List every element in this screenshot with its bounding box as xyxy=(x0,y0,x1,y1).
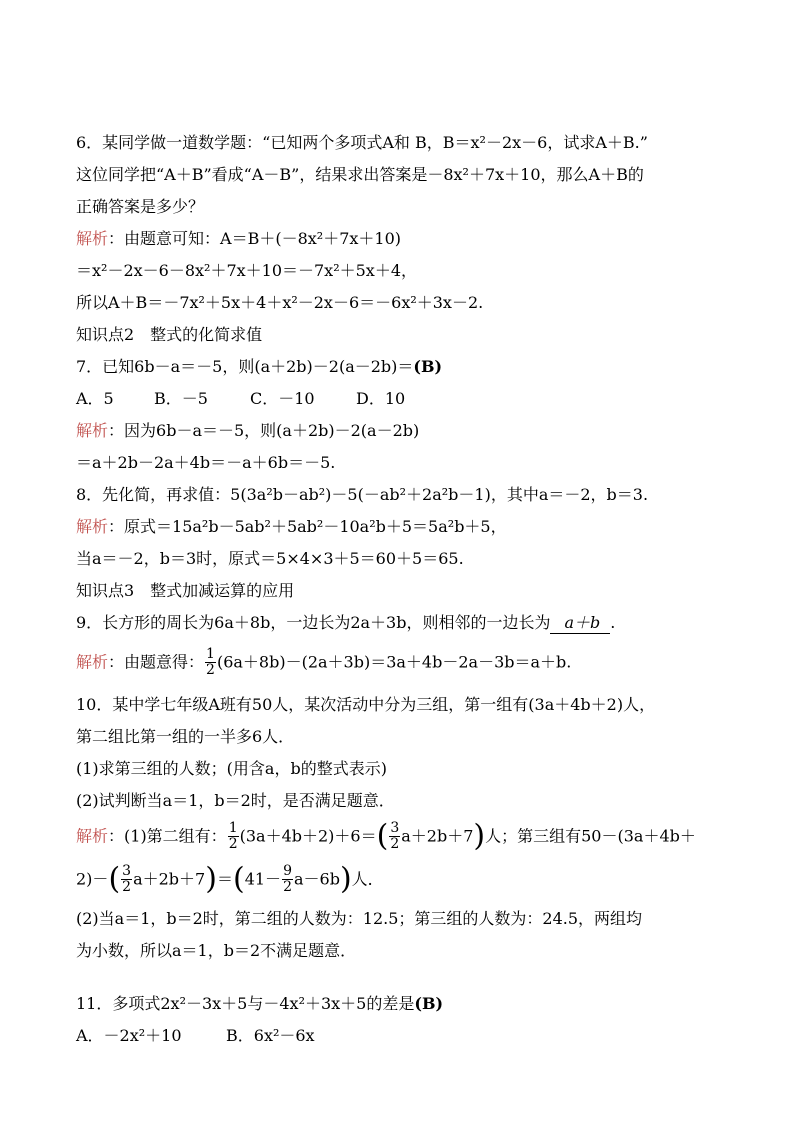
q10-analysis-text: ：(1)第二组有： xyxy=(108,826,227,846)
fraction-three-halves: $\frac{3}{2}$ xyxy=(122,863,132,895)
q9-stem-text: 9．长方形的周长为6a＋8b，一边长为2a＋3b，则相邻的一边长为 xyxy=(76,613,551,632)
q10-analysis-text: a＋2b＋7 xyxy=(401,826,474,846)
q11-stem-text: 11．多项式2x²－3x＋5与－4x²＋3x＋5的差是 xyxy=(76,994,415,1013)
section-heading-2: 知识点2 整式的化简求值 xyxy=(76,325,263,344)
q7-answer: (B) xyxy=(413,357,443,376)
fraction-one-half: $\frac{1}{2}$ xyxy=(206,646,215,678)
q10-analysis-text: (3a＋4b＋2)＋6＝ xyxy=(239,826,377,846)
q8-analysis-line-2: 当a＝－2，b＝3时，原式＝5×4×3＋5＝60＋5＝65. xyxy=(76,549,464,568)
q6-stem-line-1: 6．某同学做一道数学题：“已知两个多项式A和 B，B＝x²－2x－6，试求A＋B.” xyxy=(76,133,648,152)
q7-option-d: D．10 xyxy=(356,389,406,408)
q8-analysis-line-1 xyxy=(76,517,734,537)
q7-analysis-line-2: ＝a＋2b－2a＋4b＝－a＋6b＝－5. xyxy=(76,453,336,472)
right-paren: ) xyxy=(205,861,217,897)
q7-stem xyxy=(76,357,734,377)
fraction-three-halves: $\frac{3}{2}$ xyxy=(390,820,400,852)
left-paren: ( xyxy=(232,861,245,897)
q7-analysis-line-1 xyxy=(76,421,734,441)
q6-analysis-text-1: ：由题意可知：A＝B＋(－8x²＋7x＋10) xyxy=(108,229,401,248)
left-paren: ( xyxy=(376,818,389,854)
q9-analysis-text-1: ：由题意得： xyxy=(108,652,205,672)
q9-answer-blank: a＋b xyxy=(550,613,610,634)
section-heading-3: 知识点3 整式加减运算的应用 xyxy=(76,581,295,600)
q8-analysis-text-1: ：原式＝15a²b－5ab²＋5ab²－10a²b＋5＝5a²b＋5， xyxy=(108,517,507,536)
q6-stem-line-2: 这位同学把“A＋B”看成“A－B”，结果求出答案是－8x²＋7x＋10，那么A＋B的 xyxy=(76,165,644,184)
q10-analysis-text: a－6b xyxy=(293,869,340,889)
q10-stem-line-2: 第二组比第一组的一半多6人． xyxy=(76,727,295,746)
q10-analysis-line-1 xyxy=(76,817,734,856)
q9-analysis xyxy=(76,645,734,680)
right-paren: ) xyxy=(339,861,352,897)
left-paren: ( xyxy=(108,861,121,897)
q10-analysis-text: 人；第三组有50－(3a＋4b＋ xyxy=(485,826,696,846)
right-paren: ) xyxy=(473,818,486,854)
q11-option-b: B．6x²－6x xyxy=(226,1026,315,1045)
q10-part-2: (2)试判断当a＝1，b＝2时，是否满足题意． xyxy=(76,791,395,810)
q9-analysis-text-2: (6a＋8b)－(2a＋3b)＝3a＋4b－2a－3b＝a＋b. xyxy=(216,652,572,672)
q7-stem-text: 7．已知6b－a＝－5，则(a＋2b)－2(a－2b)＝ xyxy=(76,357,414,376)
fraction-nine-halves: $\frac{9}{2}$ xyxy=(283,863,292,895)
q6-analysis-line-1 xyxy=(76,229,734,249)
q9-stem xyxy=(76,613,734,634)
q11-answer: (B) xyxy=(414,994,444,1013)
analysis-label: 解析 xyxy=(76,826,109,846)
q6-analysis-line-2: ＝x²－2x－6－8x²＋7x＋10＝－7x²＋5x＋4， xyxy=(76,261,418,280)
q10-analysis-text: 人． xyxy=(351,869,384,889)
q10-analysis-text: 2)－ xyxy=(76,869,109,889)
analysis-label: 解析 xyxy=(76,421,109,440)
q11-stem xyxy=(76,994,734,1014)
analysis-label: 解析 xyxy=(76,229,109,248)
q7-option-c: C．－10 xyxy=(250,389,315,408)
q6-stem-line-3: 正确答案是多少？ xyxy=(76,197,205,216)
q6-analysis-line-3: 所以A＋B＝－7x²＋5x＋4＋x²－2x－6＝－6x²＋3x－2. xyxy=(76,293,484,312)
q7-option-b: B．－5 xyxy=(154,389,208,408)
q7-analysis-text-1: ：因为6b－a＝－5，则(a＋2b)－2(a－2b) xyxy=(108,421,420,440)
q10-part-1: (1)求第三组的人数；(用含a，b的整式表示) xyxy=(76,759,387,778)
q8-stem: 8．先化简，再求值：5(3a²b－ab²)－5(－ab²＋2a²b－1)，其中a＝－2，b＝3. xyxy=(76,485,649,504)
q10-analysis-line-4: 为小数，所以a＝1，b＝2不满足题意． xyxy=(76,941,357,960)
q10-analysis-text: ＝ xyxy=(216,869,233,889)
q10-analysis-text: 41－ xyxy=(244,869,282,889)
q9-stem-end: . xyxy=(610,613,616,632)
analysis-label: 解析 xyxy=(76,652,109,672)
q7-option-a: A．5 xyxy=(76,389,114,408)
q11-option-a: A．－2x²＋10 xyxy=(76,1026,182,1045)
fraction-one-half: $\frac{1}{2}$ xyxy=(228,820,238,852)
q10-analysis-line-3: (2)当a＝1，b＝2时，第二组的人数为：12.5；第三组的人数为：24.5，两组均 xyxy=(76,909,643,928)
q10-analysis-line-2 xyxy=(76,860,734,899)
q10-stem-line-1: 10．某中学七年级A班有50人，某次活动中分为三组，第一组有(3a＋4b＋2)人， xyxy=(76,695,656,714)
q10-analysis-text: a＋2b＋7 xyxy=(133,869,206,889)
analysis-label: 解析 xyxy=(76,517,109,536)
